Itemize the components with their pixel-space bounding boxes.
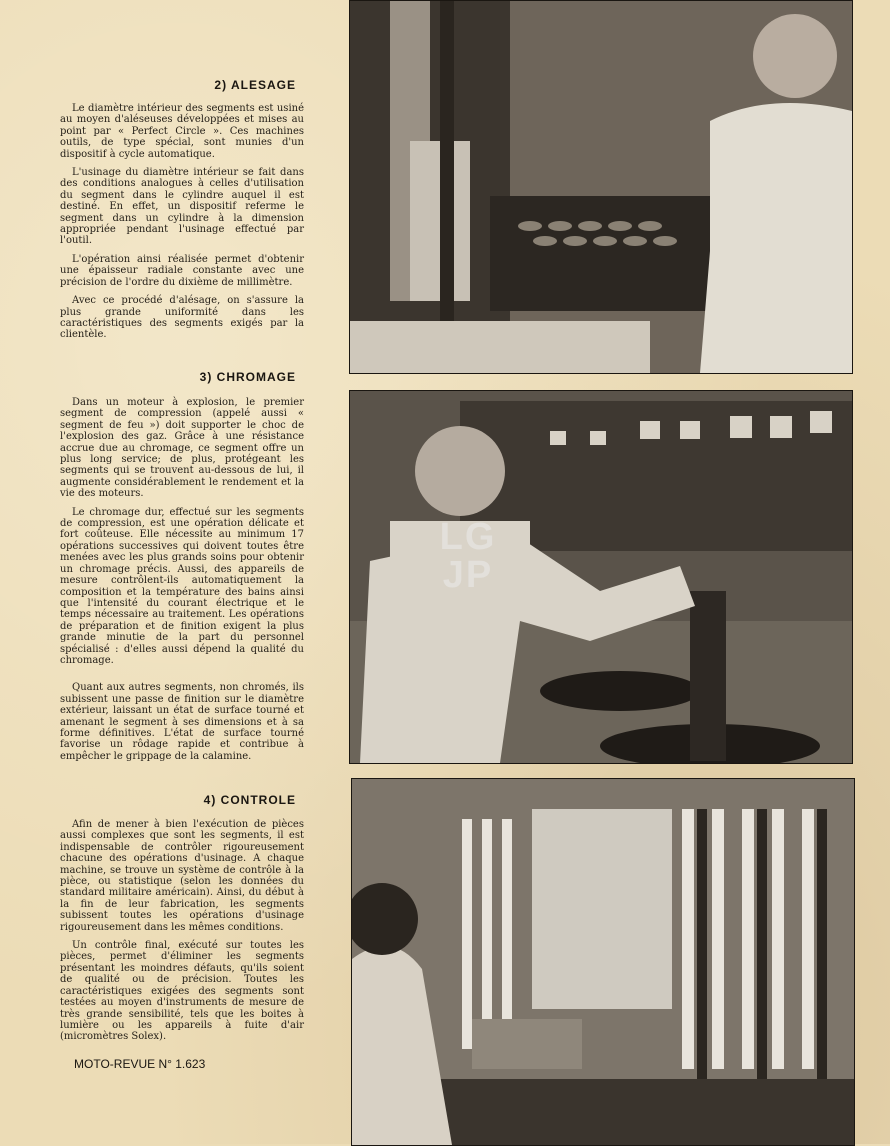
photo-inspection [351,778,855,1146]
paragraph: L'usinage du diamètre intérieur se fait dans des conditions analogues à celles d'utilisation du segment dans le cylindre auquel il est destiné. En effet, un dispositif referme le segment dans un cylindre à la dimension appropriée pendant l'usinage effectué par l'outil. [60,167,304,247]
paragraph: Afin de mener à bien l'exécution de pièces aussi complexes que sont les segments, il est indispensable de contrôler rigoureusement chacune des opérations d'usinage. A chaque machine, se trouve un système de contrôle à la pièce, ou statistique (selon les données du standard militaire américain). Ainsi, du début à la fin de leur fabrication, les segments subissent toutes les opérations d'usinage rigoureusement dans les mêmes conditions. [60,819,304,933]
paragraph: Le chromage dur, effectué sur les segments de compression, est une opération délicate et fort coûteuse. Elle nécessite au minimum 17 opérations successives qui doivent toutes être menées avec les plus grands soins pour obtenir un chromage précis. Aussi, des appareils de mesure contrôlent-ils automatiquement la composition et la température des bains ainsi que l'intensité du courant électrique et le temps nécessaire au traitement. Les opérations de préparation et de finition exigent la plus grande minutie de la part du personnel spécialisé : d'elles aussi dépend la qualité du chromage. [60,506,304,666]
heading-alesage: 2) ALESAGE [214,78,296,92]
photo-boring-machine [349,0,853,374]
paragraph: Avec ce procédé d'alésage, on s'assure la plus grande uniformité dans les caractéristiques des segments exigés par la clientèle. [60,295,304,341]
text-chromage [60,397,304,769]
text-alesage [60,103,304,348]
paragraph: L'opération ainsi réalisée permet d'obtenir une épaisseur radiale constante avec une précision de l'ordre du dixième de millimètre. [60,253,304,288]
heading-controle: 4) CONTROLE [203,793,296,807]
paragraph: Un contrôle final, exécuté sur toutes les pièces, permet d'éliminer les segments présentant les moindres défauts, qu'ils soient de qualité ou de précision. Toutes les caractéristiques exigées des segments sont testées au moyen d'instruments de mesure de très grande sensibilité, tels que les boites à lumière ou les appareils à fuite d'air (micromètres Solex). [60,940,304,1043]
footer-issue: MOTO-REVUE N° 1.623 [74,1057,206,1071]
inspection-illustration [352,779,854,1145]
paragraph: Quant aux autres segments, non chromés, ils subissent une passe de finition sur le diamètre extérieur, laissant un état de surface tourné et amenant le segment à ses dimensions et à sa forme définitives. L'état de surface tourné favorise un rôdage rapide et contribue à empêcher le grippage de la calamine. [60,682,304,762]
boring-machine-illustration [350,1,852,373]
paragraph: Le diamètre intérieur des segments est usiné au moyen d'aléseuses développées et mises au point par « Perfect Circle ». Ces machines outils, de type spécial, sont munies d'un dispositif à cycle automatique. [60,103,304,160]
heading-chromage: 3) CHROMAGE [199,370,296,384]
paragraph: Dans un moteur à explosion, le premier segment de compression (appelé aussi « segment de feu ») doit supporter le choc de l'explosion des gaz. Grâce à une résistance accrue due au chromage, ce segment offre un plus long service; de plus, protégeant les segments qui se trouvent au-dessous de lui, il augmente considérablement le rendement et la vie des moteurs. [60,397,304,500]
watermark-logo: LG JP [439,516,497,596]
text-controle [60,819,304,1050]
